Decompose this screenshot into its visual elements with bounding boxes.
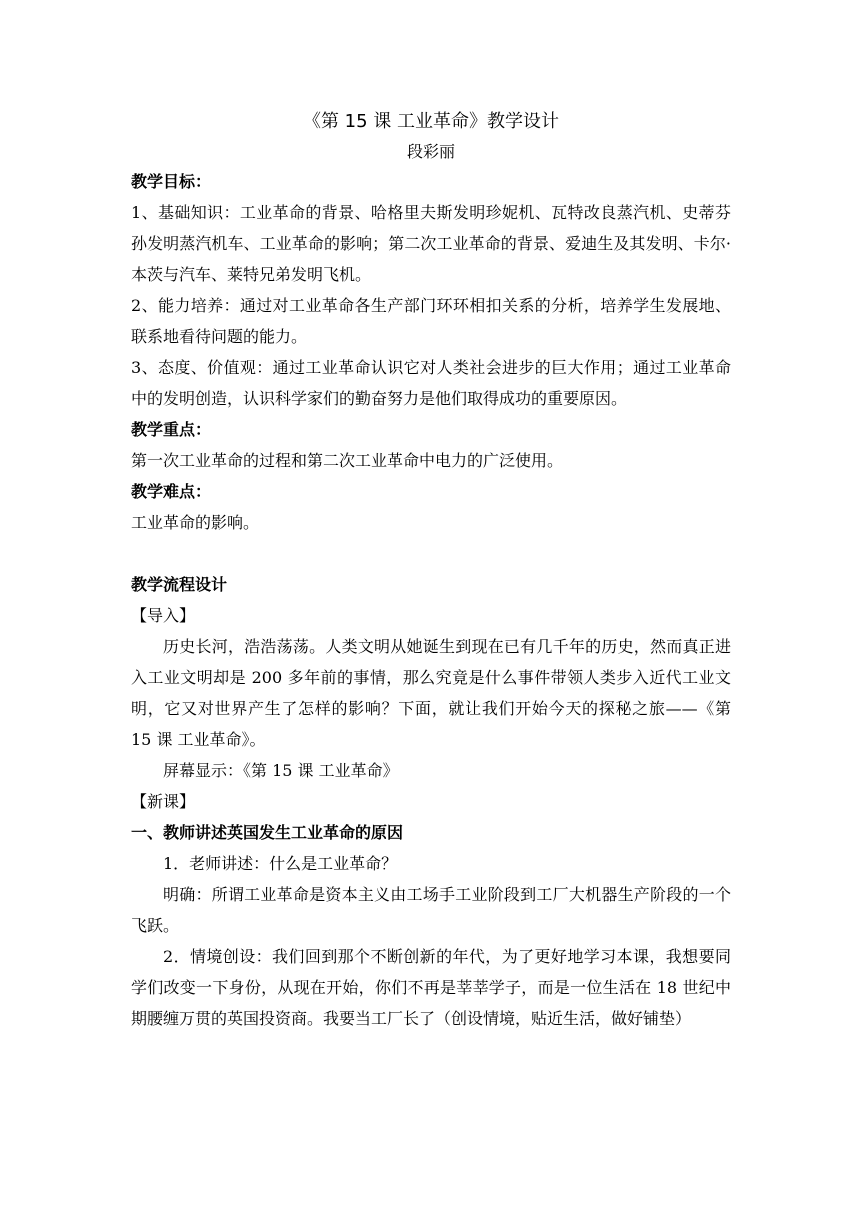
clarify-text: 明确：所谓工业革命是资本主义由工场手工业阶段到工厂大机器生产阶段的一个飞跃。 (131, 885, 731, 935)
document-body (131, 110, 731, 1034)
item1-text: 1．老师讲述：什么是工业革命？ (163, 854, 398, 873)
document-author: 段彩丽 (406, 142, 455, 161)
screen-display-text: 屏幕显示：《第 15 课 工业革命》 (163, 761, 399, 780)
key-points-heading: 教学重点： (131, 420, 212, 439)
flow-heading: 教学流程设计 (131, 575, 228, 594)
intro-heading: 【导入】 (131, 606, 196, 625)
item2-text: 2．情境创设：我们回到那个不断创新的年代，为了更好地学习本课，我想要同学们改变一下身份，从现在开始，你们不再是莘莘学子，而是一位生活在 18 世纪中期腰缠万贯的英国投资商。我要当工厂长了（创设情境，贴近生活，做好铺垫） (131, 947, 731, 1028)
key-points-text: 第一次工业革命的过程和第二次工业革命中电力的广泛使用。 (131, 451, 564, 470)
goal-attitude: 3、态度、价值观：通过工业革命认识它对人类社会进步的巨大作用；通过工业革命中的发明创造，认识科学家们的勤奋努力是他们取得成功的重要原因。 (131, 358, 731, 408)
goals-heading: 教学目标： (131, 172, 212, 191)
new-lesson-heading: 【新课】 (131, 792, 196, 811)
goal-ability: 2、能力培养：通过对工业革命各生产部门环环相扣关系的分析，培养学生发展地、联系地看待问题的能力。 (131, 296, 731, 346)
goal-knowledge: 1、基础知识：工业革命的背景、哈格里夫斯发明珍妮机、瓦特改良蒸汽机、史蒂芬孙发明蒸汽机车、工业革命的影响；第二次工业革命的背景、爱迪生及其发明、卡尔·本茨与汽车、莱特兄弟发明飞机。 (131, 203, 731, 284)
difficulty-heading: 教学难点： (131, 482, 212, 501)
spacer (131, 538, 731, 569)
section1-heading: 一、教师讲述英国发生工业革命的原因 (131, 823, 404, 842)
intro-text: 历史长河，浩浩荡荡。人类文明从她诞生到现在已有几千年的历史，然而真正进入工业文明却是 200 多年前的事情，那么究竟是什么事件带领人类步入近代工业文明，它又对世界产生了怎样的影响？下面，就让我们开始今天的探秘之旅——《第 15 课 工业革命》。 (131, 637, 731, 749)
document-title: 《第 15 课 工业革命》教学设计 (302, 111, 560, 132)
difficulty-text: 工业革命的影响。 (131, 513, 260, 532)
